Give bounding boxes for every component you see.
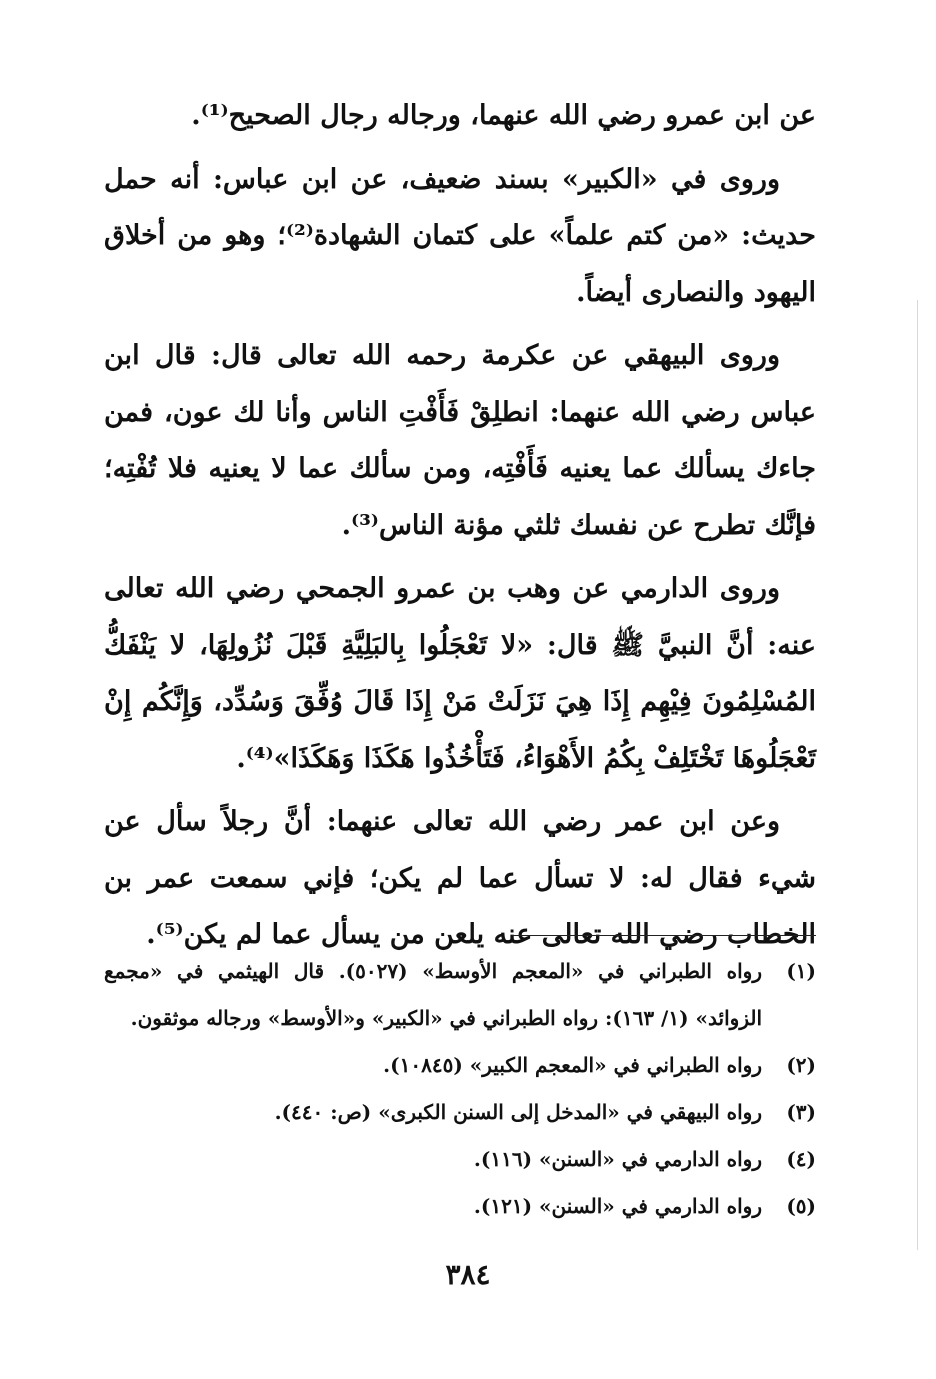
footnote-item — [104, 1042, 816, 1089]
footnote-number: (٢) — [786, 1053, 816, 1077]
footnote-item — [104, 1183, 816, 1230]
footnote-number: (٥) — [786, 1194, 816, 1218]
footnote-item — [104, 948, 816, 1042]
footnote-number: (١) — [786, 959, 816, 983]
paragraph-darimi: وروى الدارمي عن وهب بن عمرو الجمحي رضي الله تعالى عنه: أنَّ النبيَّ ﷺ قال: «لا تَعْجَلُوا بِالبَلِيَّةِ قَبْلَ نُزُولِهَا، لا يَنْفَكُّ المُسْلِمُونَ فِيْهِم إِذَا هِيَ نَزَلَتْ مَنْ إِذَا قَالَ وُفِّقَ وَسُدِّد، وَإِنَّكُم إِنْ تَعْجَلُوهَا تَخْتَلِفْ بِكُمُ الأَهْوَاءُ، فَتَأْخُذُوا هَكَذَا وَهَكَذَا»⁽⁴⁾. — [104, 573, 816, 774]
footnotes — [104, 948, 816, 1230]
footnote-text: رواه البيهقي في «المدخل إلى السنن الكبرى» (ص: ٤٤٠). — [274, 1100, 762, 1124]
footnote-divider — [512, 935, 816, 936]
footnote-item — [104, 1089, 816, 1136]
paragraph-bayhaqi: وروى البيهقي عن عكرمة رحمه الله تعالى قال: قال ابن عباس رضي الله عنهما: انطلِقْ فَأَفْتِ الناس وأنا لك عون، فمن جاءك يسألك عما يعنيه فَأَفْتِه، ومن سألك عما لا يعنيه فلا تُفْتِه؛ فإنَّك تطرح عن نفسك ثلثي مؤنة الناس⁽³⁾. — [104, 340, 816, 541]
footnote-text: رواه الدارمي في «السنن» (١٢١). — [473, 1194, 762, 1218]
footnote-text: رواه الدارمي في «السنن» (١١٦). — [473, 1147, 762, 1171]
main-text — [104, 88, 816, 971]
page-edge-line — [917, 300, 918, 1250]
footnote-text: رواه الطبراني في «المعجم الكبير» (١٠٨٤٥). — [383, 1053, 762, 1077]
paragraph-continuation: عن ابن عمرو رضي الله عنهما، ورجاله رجال الصحيح⁽¹⁾. — [191, 100, 816, 131]
footnote-number: (٣) — [786, 1100, 816, 1124]
footnote-text: رواه الطبراني في «المعجم الأوسط» (٥٠٢٧). قال الهيثمي في «مجمع الزوائد» (١/ ١٦٣): رواه الطبراني في «الكبير» و«الأوسط» ورجاله موثقون. — [104, 959, 762, 1030]
paragraph-ibn-umar: وعن ابن عمر رضي الله تعالى عنهما: أنَّ رجلاً سأل عن شيء فقال له: لا تسأل عما لم يكن؛ فإني سمعت عمر بن الخطاب رضي الله تعالى عنه يلعن من يسأل عما لم يكن⁽⁵⁾. — [104, 806, 816, 950]
paragraph-kabir: وروى في «الكبير» بسند ضعيف، عن ابن عباس: أنه حمل حديث: «من كتم علماً» على كتمان الشهادة⁽²⁾؛ وهو من أخلاق اليهود والنصارى أيضاً. — [104, 163, 816, 308]
page-number: ٣٨٤ — [445, 1258, 491, 1291]
footnote-item — [104, 1136, 816, 1183]
footnote-number: (٤) — [786, 1147, 816, 1171]
